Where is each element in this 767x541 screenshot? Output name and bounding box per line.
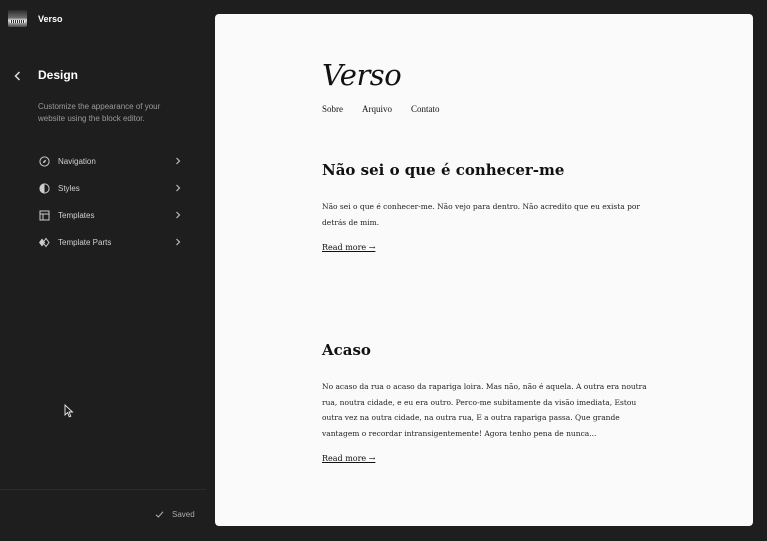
site-hub[interactable] (8, 10, 63, 27)
chevron-right-icon (174, 237, 182, 247)
save-status (155, 510, 195, 519)
nav-item-label: Templates (58, 211, 95, 220)
chevron-right-icon (174, 183, 182, 193)
menu-item-contato[interactable]: Contato (411, 104, 440, 114)
read-more-link[interactable]: Read more → (322, 454, 376, 463)
site-icon[interactable] (8, 10, 27, 27)
menu-item-arquivo[interactable]: Arquivo (362, 104, 392, 114)
nav-item-navigation[interactable] (38, 148, 188, 175)
diamond-icon (38, 237, 50, 249)
post-item (322, 341, 652, 466)
chevron-right-icon (174, 210, 182, 220)
design-nav (38, 148, 188, 256)
post-item (322, 161, 652, 255)
post-title[interactable]: Não sei o que é conhecer-me (322, 161, 565, 179)
compass-icon (38, 156, 50, 168)
post-title[interactable]: Acaso (322, 341, 371, 359)
site-title[interactable]: Verso (322, 58, 402, 92)
nav-item-label: Navigation (58, 157, 96, 166)
check-icon (155, 510, 164, 519)
panel-description: Customize the appearance of your website using the block editor. (38, 102, 161, 123)
mouse-pointer-icon (64, 404, 74, 418)
chevron-left-icon[interactable] (12, 69, 24, 83)
nav-item-templates[interactable] (38, 202, 188, 229)
site-name[interactable]: Verso (38, 13, 63, 24)
menu-item-sobre[interactable]: Sobre (322, 104, 343, 114)
chevron-right-icon (174, 156, 182, 166)
post-excerpt: Não sei o que é conhecer-me. Não vejo para dentro. Não acredito que eu exista por detrás de mim. (322, 202, 640, 227)
nav-item-label: Styles (58, 184, 80, 193)
sidebar (0, 0, 215, 541)
layout-icon (38, 210, 50, 222)
half-circle-icon (38, 183, 50, 195)
sidebar-divider (0, 489, 206, 490)
post-excerpt: No acaso da rua o acaso da rapariga loira. Mas não, não é aquela. A outra era noutra rua, noutra cidade, e eu era outro. Perco-me subitamente da visão imediata, Estou outra vez na outra cidade, na outra rua, E a outra rapariga passa. Que grande vantagem o recordar intransigentemente! Agora tenho pena de nunca... (322, 382, 647, 438)
site-navigation-menu (322, 104, 459, 114)
saved-label: Saved (172, 510, 195, 519)
panel-title: Design (38, 68, 79, 82)
site-preview-canvas[interactable] (215, 14, 753, 526)
read-more-link[interactable]: Read more → (322, 243, 376, 252)
nav-item-styles[interactable] (38, 175, 188, 202)
nav-item-template-parts[interactable] (38, 229, 188, 256)
nav-item-label: Template Parts (58, 238, 112, 247)
